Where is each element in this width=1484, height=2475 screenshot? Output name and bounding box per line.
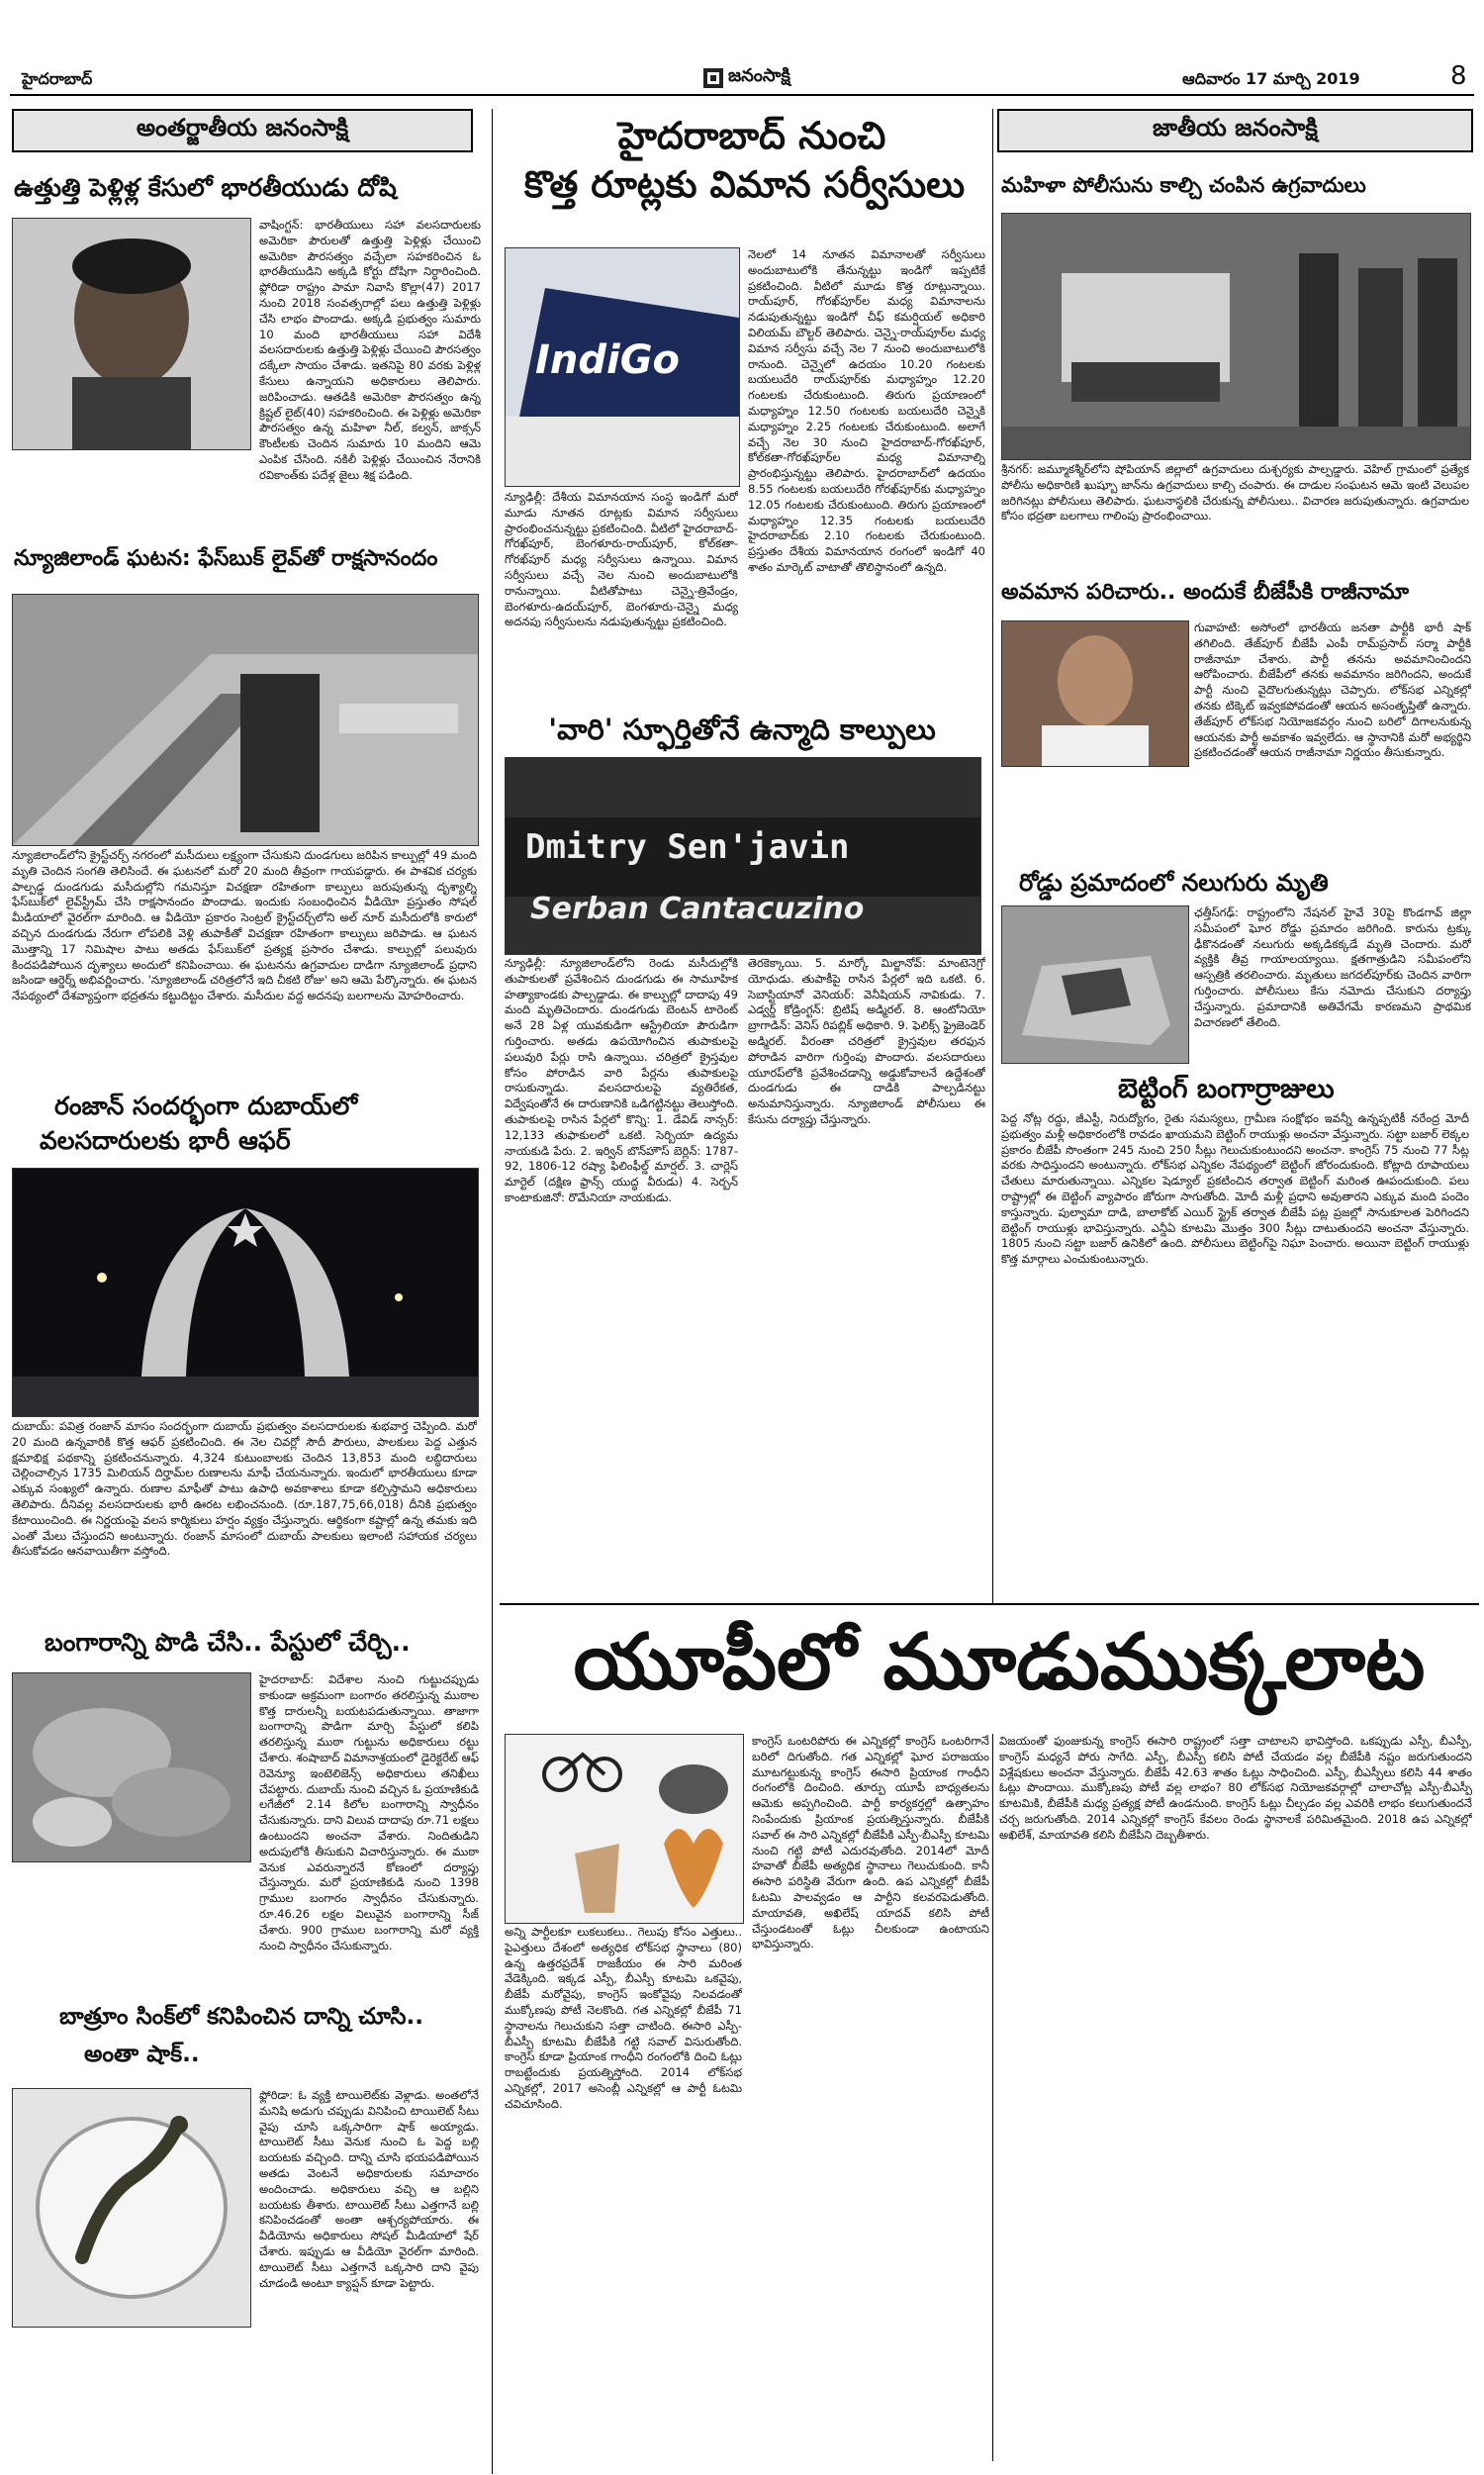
headline-hyd-flights-line2: కొత్త రూట్లకు విమాన సర్వీసులు xyxy=(523,163,966,206)
shooting-body-left: న్యూఢిల్లీ: న్యూజిలాండ్‌లోని రెండు మసీదుల్లోకి తుపాకులతో ప్రవేశించిన దుండగుడు ఈ సామూహిక హత్యాకాండకు పాల్పడ్డాడు. ఈ కాల్పుల్లో దాదాపు 49 మంది మృతిచెందారు. దుండగుడు బెంటన్ టారెంట్ అనే 28 ఏళ్ల యువకుడిగా ఆస్ట్రేలియా పౌరుడిగా గుర్తించారు. అతడు ఉపయోగించిన తుపాకులపై పలువురి పేర్లు రాసి ఉన్నాయి. చరిత్రలో క్రైస్తవుల కోసం పోరాడిన వారి పేర్లను తుపాకులపై రాసుకున్నాడు. వలసదారులపై వ్యతిరేకత, విద్వేషంతోనే ఈ దారుణానికి ఒడిగట్టినట్టు తెలుస్తోంది. తుపాకులపై రాసిన పేర్లలో కొన్ని: 1. డేవిడ్ నాన్సర్: 12,133 తుఫాకులలో ఒకటి. సెర్బియా ఉద్యమ నాయకుడి పేరు. 2. ఇర్విన్ బొన్‌హౌస్ బెర్లిన్: 1787-92, 1806-12 రష్యా ఫిలింఫీల్డ్ మార్షల్. 3. చార్లెస్ మార్టెల్ (దక్షిణ ఫ్రాన్స్ యుద్ధ వీరుడు) 4. సెర్బన్ కాంటాకుజినో: రొమేనియా నాయకుడు. xyxy=(505,956,738,1204)
up-column-divider xyxy=(992,1734,993,2461)
up-body-col2: కాంగ్రెస్ ఒంటరిపోరు ఈ ఎన్నికల్లో కాంగ్రెస్ ఒంటరిగానే బరిలో దిగుతోంది. గత ఎన్నికల్లో ఘోర పరాజయం మూటగట్టుకున్న కాంగ్రెస్ ఈసారి ప్రియాంక గాంధీని రంగంలోకి దించింది. తూర్పు యూపీ బాధ్యతలను ఆమెకు అప్పగించింది. పార్టీ కార్యకర్తల్లో ఉత్సాహం నింపేందుకు ప్రియాంక ప్రయత్నిస్తున్నారు. బీజేపీకి సవాల్ ఈ సారి ఎన్నికల్లో బీజేపీకి ఎస్పీ-బీఎస్పీ కూటమి నుంచి గట్టి పోటీ ఎదురవుతోంది. 2014లో మోదీ హవాతో బీజేపీ అత్యధిక స్థానాలు గెలుచుకుంది. కానీ ఈసారి పరిస్థితి వేరుగా ఉంది. ఉప ఎన్నికల్లో బీజేపీ ఓటమి పాలవ్వడం ఆ పార్టీని కలవరపెడుతోంది. మాయావతి, అఖిలేష్ యాదవ్ కలిసి పోటీ చేస్తుండటంతో ఓట్లు చీలకుండా ఉంటాయని భావిస్తున్నారు. xyxy=(752,1734,989,1951)
inscribed-rifle-photo xyxy=(505,757,981,955)
up-story-top-rule xyxy=(500,1603,1479,1605)
stairs-scene-icon xyxy=(13,595,478,845)
masthead-paper-name: జనంసాక్షి xyxy=(728,65,790,86)
flights-body-right: నెలలో 14 నూతన విమానాలతో సర్వీసులు అందుబాటులోకి తేనున్నట్టు ఇండిగో ఇప్పటికే ప్రకటించింది. వీటిలో మూడు కొత్త రూట్లున్నాయి. రాయ్‌పూర్, గోరఖ్‌పూర్‌ల మధ్య విమానాలను నడుపుతున్నట్టు ఇండిగో చీఫ్ కమర్షియల్ అధికారి విలియమ్ బౌల్టర్ తెలిపారు. చెన్నై-రాయ్‌పూర్‌ల మధ్య విమాన సర్వీసు వచ్చే నెల 7 నుంచి అందుబాటులోకి రానుంది. చెన్నైలో ఉదయం 10.20 గంటలకు బయలుదేరి రాయ్‌పూర్‌కు మధ్యాహ్నం 12.20 గంటలకు చేరుకుంటుంది. తిరుగు ప్రయాణంలో మధ్యాహ్నం 12.50 గంటలకు బయలుదేరి చెన్నైకి మధ్యాహ్నం 2.25 గంటలకు చేరుకుంటుంది. అలాగే వచ్చే నెల 30 నుంచి హైదరాబాద్-గోరఖ్‌పూర్, కోల్‌కతా-గోరఖ్‌పూర్‌ల మధ్య విమానాల్ని ప్రారంభిస్తున్నట్టు తెలిపారు. హైదరాబాద్‌లో ఉదయం 8.55 గంటలకు బయలుదేరి గోరఖ్‌పూర్‌కు మధ్యాహ్నం 12.05 గంటలకు చేరుకుంటుంది. తిరుగు ప్రయాణంలో మధ్యాహ్నం 12.35 గంటలకు బయలుదేరి హైదరాబాద్‌కు 2.10 గంటలకు చేరుకుంటుంది. ప్రస్తుతం దేశీయ విమానయాన రంగంలో ఇండిగో 40 శాతం మార్కెట్ వాటాతో తొలిస్థానంలో ఉన్నది. xyxy=(748,247,985,574)
masthead-logo xyxy=(702,65,790,90)
subheadline-shock: అంతా షాక్.. xyxy=(84,2042,200,2067)
lizard-body: ఫ్లోరిడా: ఓ వ్యక్తి టాయిలెట్‌కు వెళ్లాడు. అంతలోనే మనిషి అడుగు చప్పుడు వినిపించి టాయిలెట్ సీటు వైపు చూసి ఒక్కసారిగా షాక్ అయ్యాడు. టాయిలెట్ సీటు వెనుక నుంచి ఓ పెద్ద బల్లి బయటకు వచ్చింది. దాన్ని చూసి భయపడిపోయిన అతడు వెంటనే అధికారులకు సమాచారం అందించాడు. అధికారులు వచ్చి ఆ బల్లిని బయటకు తీశారు. టాయిలెట్ సీటు ఎత్తగానే బల్లి కనిపించడంతో అంతా ఆశ్చర్యపోయారు. ఈ వీడియోను అధికారులు సోషల్ మీడియాలో షేర్ చేశారు. ఇప్పుడు ఆ వీడియో వైరల్‌గా మారింది. టాయిలెట్ సీటు ఎత్తగానే ఒక్కసారి దాని వైపు చూడండి అంటూ క్యాప్షన్ కూడా పెట్టారు. xyxy=(259,2088,479,2290)
up-body-col1: అన్ని పార్టీలకూ లుకలుకలు.. గెలుపు కోసం ఎత్తులు.. పైఎత్తులు దేశంలో అత్యధిక లోక్‌సభ స్థానాలు (80) ఉన్న ఉత్తరప్రదేశ్ రాజకీయం ఈ సారి మరింత వేడెక్కింది. ఇక్కడ ఎస్పీ, బీఎస్పీ కూటమి ఒకవైపు, బీజేపీ మరోవైపు, కాంగ్రెస్ ఇంకోవైపు నిలవడంతో ముక్కోణపు పోటీ నెలకొంది. గత ఎన్నికల్లో బీజేపీ 71 స్థానాలను గెలుచుకుని సత్తా చాటింది. ఈసారి ఎస్పీ-బీఎస్పీ కూటమి బీజేపీకి గట్టి సవాల్ విసురుతోంది. కాంగ్రెస్ కూడా ప్రియాంక గాంధీని రంగంలోకి దించి ఓట్లు రాబట్టేందుకు ప్రయత్నిస్తోంది. 2014 లోక్‌సభ ఎన్నికల్లో, 2017 అసెంబ్లీ ఎన్నికల్లో ఆ పార్టీ ఓటమి చవిచూసింది. xyxy=(505,1925,742,2111)
headline-bjp-resignation: అవమాన పరిచారు.. అందుకే బీజేపీకి రాజీనామా xyxy=(1001,580,1410,605)
logo-emblem-icon xyxy=(702,67,724,89)
soldiers-scene-icon xyxy=(1002,214,1470,459)
bjp-resignation-body: గువాహటి: అసోంలో భారతీయ జనతా పార్టీకి భారీ షాక్ తగిలింది. తేజ్‌పూర్ బీజేపీ ఎంపీ రామ్‌ప్రసాద్ సర్మా పార్టీకి రాజీనామా చేశారు. పార్టీ తనను అవమానించిందని ఆరోపించారు. బీజేపీలో తనకు అవమానం జరిగిందని, అందుకే పార్టీ నుంచి వైదొలగుతున్నట్లు చెప్పారు. లోక్‌సభ ఎన్నికల్లో తనకు టిక్కెట్ ఇవ్వకపోవడంతో ఆయన అసంతృప్తితో ఉన్నారు. తేజ్‌పూర్ లోక్‌సభ నియోజకవర్గం నుంచి బరిలో దిగాలనుకున్న ఆయనకు పార్టీ అవకాశం ఇవ్వలేదు. ఆ స్థానానికి మరో అభ్యర్థిని ప్రకటించడంతో ఆయన రాజీనామా నిర్ణయం తీసుకున్నారు. xyxy=(1194,620,1471,760)
politician-portrait-icon xyxy=(1002,621,1188,766)
headline-fake-marriages: ఉత్తుత్తి పెళ్లిళ్ల కేసులో భారతీయుడు దోషి xyxy=(14,173,397,202)
headline-up-three-way: యూపీలో మూడుముక్కలాట xyxy=(573,1618,1426,1707)
headline-gold-paste: బంగారాన్ని పొడి చేసి.. పేస్టులో చేర్చి.. xyxy=(45,1628,411,1657)
accident-car-photo xyxy=(1001,905,1189,1064)
mugshot-photo xyxy=(12,218,251,450)
rifle-inscription-2: Serban Cantacuzino xyxy=(530,892,865,926)
wrecked-car-icon xyxy=(1002,906,1188,1063)
headline-betting: బెట్టింగ్ బంగార్రాజులు xyxy=(1118,1074,1335,1104)
headline-road-accident: రోడ్డు ప్రమాదంలో నలుగురు మృతి xyxy=(1019,869,1329,897)
flights-body-left: న్యూఢిల్లీ: దేశీయ విమానయాన సంస్థ ఇండిగో మరో మూడు నూతన రూట్లకు విమాన సర్వీసులు ప్రారంభించనున్నట్టు ప్రకటించింది. వీటిలో హైదరాబాద్-గోరఖ్‌పూర్, బెంగళూరు-రాయ్‌పూర్, కోల్‌కతా-గోరఖ్‌పూర్ మధ్య సర్వీసులు ఉన్నాయి. విమాన సర్వీసులు వచ్చే నెల నుంచి అందుబాటులోకి రానున్నాయి. వీటితోపాటు చెన్నై-త్రివేండ్రం, బెంగళూరు-ఉదయ్‌పూర్, బెంగళూరు-చెన్నై మధ్య అదనపు సర్వీసులను నడుపుతున్నట్టు ప్రకటించింది. xyxy=(505,490,738,629)
up-body-col3: విజయంతో ఫుంజుకున్న కాంగ్రెస్ ఈసారి రాష్ట్రంలో సత్తా చాటాలని భావిస్తోంది. ఒకప్పుడు ఎస్పీ, బీఎస్పీ, కాంగ్రెస్ మధ్యనే పోరు సాగేది. ఎస్పీ, బీఎస్పీ కలిసి పోటీ చేయడం వల్ల బీజేపీకి నష్టం జరుగుతుందని విశ్లేషకులు అంచనా వేస్తున్నారు. బీజేపీ 42.63 శాతం ఓట్లు సాధించింది. ఎస్పీ, బీఎస్పీలు కలిసి 44 శాతం ఓట్లు పొందాయి. ముక్కోణపు పోటీ వల్ల లాభం? 80 లోక్‌సభ నియోజకవర్గాల్లో చాలాచోట్ల ఎస్పీ-బీఎస్పీ కూటమికి, బీజేపీకి మధ్య ప్రత్యక్ష పోటీ ఉండనుంది. కాంగ్రెస్ ఓట్లు చీల్చడం వల్ల ఎవరికి లాభం కలుగుతుందనే చర్చ జరుగుతోంది. 2014 ఎన్నికల్లో కాంగ్రెస్ కేవలం రెండు స్థానాలకే పరిమితమైంది. 2018 ఉప ఎన్నికల్లో అఖిలేశ్, మాయావతి కలిసి బీజేపీని దెబ్బతీశారు. xyxy=(999,1734,1472,1842)
rifle-inscription-1: Dmitry Sen'javin xyxy=(525,827,850,867)
headline-inspired-shooting: 'వారి' స్ఫూర్తితోనే ఉన్మాది కాల్పులు xyxy=(548,713,936,746)
crescent-arch-icon xyxy=(13,1169,478,1416)
column-divider-left xyxy=(492,109,493,2474)
indigo-aircraft-photo xyxy=(505,247,740,487)
party-symbols-collage xyxy=(505,1734,744,1924)
road-accident-body: ఛత్తీస్‌గఢ్: రాష్ట్రంలోని నేషనల్ హైవే 30పై కొండగావ్ జిల్లా సమీపంలో ఘోర రోడ్డు ప్రమాదం జరిగింది. కారును ట్రక్కు ఢీకొనడంతో నలుగురు అక్కడికక్కడే మృతి చెందారు. మరో వ్యక్తికి తీవ్ర గాయాలయ్యాయి. క్షతగాత్రుడిని సమీపంలోని ఆస్పత్రికి తరలించారు. మృతులు జగదల్‌పూర్‌కు చెందిన వారిగా గుర్తించారు. పోలీసులు కేసు నమోదు చేసుకుని దర్యాప్తు చేస్తున్నారు. ప్రమాదానికి అతివేగమే కారణమని ప్రాథమిక విచారణలో తేలింది. xyxy=(1194,905,1471,1029)
soldiers-photo xyxy=(1001,213,1471,460)
nz-body: న్యూజిలాండ్‌లోని క్రైస్ట్‌చర్చ్ నగరంలో మసీదులు లక్ష్యంగా చేసుకుని దుండగులు జరిపిన కాల్పుల్లో 49 మంది మృతి చెందిన సంగతి తెలిసిందే. ఈ ఘటనలో మరో 20 మంది తీవ్రంగా గాయపడ్డారు. ఈ పాశవిక చర్యకు పాల్పడ్డ దుండగుడు మసీదుల్లోని గమనిస్తూ విచక్షణా రహితంగా కాల్పులు జరుపుతున్న దృశ్యాల్ని ఫేస్‌బుక్‌లో లైవ్‌స్ట్రీమ్ చేసి రాక్షసానందం పొందాడు. ఇందుకు సంబంధించిన వీడియో ప్రస్తుతం సోషల్ మీడియాలో వైరల్‌గా మారింది. ఆ వీడియో ప్రకారం సెంట్రల్ క్రైస్ట్‌చర్చ్‌లోని అల్ నూర్ మసీదులోకి కారులో వచ్చిన దుండగుడు నేరుగా లోపలికి వెళ్లి తుపాకీతో విచక్షణా రహితంగా కాల్పులు జరిపాడు. ఆ ఘటన మొత్తాన్ని 17 నిమిషాల పాటు అతడు ఫేస్‌బుక్‌లో ప్రత్యక్ష ప్రసారం చేశాడు. కాల్పుల్లో పలువురు కిందపడిపోయిన దృశ్యాలు అందులో కనిపించాయి. ఈ ఘటనను ఉగ్రవాదుల దాడిగా న్యూజిలాండ్ ప్రధాని జసిండా ఆర్డెర్న్ అభివర్ణించారు. 'న్యూజిలాండ్ చరిత్రలోనే ఇది చీకటి రోజు' అని ఆమె పేర్కొన్నారు. ఈ ఘటన నేపథ్యంలో దేశవ్యాప్తంగా భద్రతను కట్టుదిట్టం చేశారు. మసీదుల వద్ద అదనపు బలగాలను మోహరించారు. xyxy=(12,848,477,1003)
headline-nz-facebook-live: న్యూజిలాండ్ ఘటన: ఫేస్‌బుక్ లైవ్‌తో రాక్షసానందం xyxy=(14,546,438,571)
dubai-body: దుబాయ్: పవిత్ర రంజాన్ మాసం సందర్భంగా దుబాయ్ ప్రభుత్వం వలసదారులకు శుభవార్త చెప్పింది. మరో 20 మంది ఉన్నవారికి కొత్త ఆఫర్ ప్రకటించింది. ఈ నెల చివర్లో సౌదీ పౌరులు, పాలకులు పెద్ద ఎత్తున క్షమాభిక్ష పథకాన్ని ప్రకటించనున్నారు. 4,324 కుటుంబాలకు చెందిన 13,853 మంది లబ్ధిదారులు చెల్లించాల్సిన 1735 మిలియన్ దిర్హామ్‌ల రుణాలను మాఫీ చేయనున్నారు. ఇందులో భారతీయులు కూడా ఎక్కువ సంఖ్యలో ఉన్నారు. రుణాల మాఫీతో పాటు ఉపాధి అవకాశాలు కూడా కల్పిస్తామని అధికారులు తెలిపారు. దీనివల్ల వలసదారులకు భారీ ఊరట లభించనుంది. (రూ.187,75,66,018) దీనికి ప్రభుత్వం కేటాయించింది. ఈ నిర్ణయంపై వలస కార్మికులు హర్షం వ్యక్తం చేస్తున్నారు. ఆర్థికంగా కష్టాల్లో ఉన్న తమకు ఇది ఎంతో మేలు చేస్తుందని అంటున్నారు. రంజాన్ మాసంలో దుబాయ్ పాలకులు ఇలాంటి సహాయక చర్యలు తీసుకోవడం ఆనవాయితీగా వస్తోంది. xyxy=(12,1419,477,1559)
dubai-night-photo xyxy=(12,1168,479,1417)
party-symbols-icon xyxy=(506,1735,743,1923)
politician-photo xyxy=(1001,620,1189,767)
column-divider-right xyxy=(992,109,993,1603)
woman-police-body: శ్రీనగర్: జమ్మూకశ్మీర్‌లోని షోపియాన్ జిల్లాలో ఉగ్రవాదులు దుశ్చర్యకు పాల్పడ్డారు. వెహిల్ గ్రామంలో ప్రత్యేక పోలీసు అధికారిణి ఖుష్బూ జాన్‌ను ఉగ్రవాదులు కాల్చి చంపారు. ఈ దాడుల సంఘటన ఆమె ఇంటి వెలుపల జరిగినట్లు పోలీసులు తెలిపారు. ఘటనాస్థలికి చేరుకున్న పోలీసులు.. విచారణ జరుపుతున్నారు. ఉగ్రవాదుల కోసం భద్రతా బలగాలు గాలింపు ప్రారంభించాయి. xyxy=(1001,462,1469,524)
indigo-logo-text: IndiGo xyxy=(535,337,681,383)
betting-body: పెద్ద నోట్ల రద్దు, జీఎస్టీ, నిరుద్యోగం, రైతు సమస్యలు, గ్రామీణ సంక్షోభం ఇవన్నీ ఉన్నప్పటికీ నరేంద్ర మోదీ ప్రభుత్వం మళ్లీ అధికారంలోకి రావడం ఖాయమని బెట్టింగ్ రాయుళ్లు అంచనా వేస్తున్నారు. సట్టా బజార్ లెక్కల ప్రకారం బీజేపీ సొంతంగా 245 నుంచి 250 సీట్లు గెలుచుకుంటుందని అంచనా. కాంగ్రెస్ 75 నుంచి 77 సీట్ల వరకు సాధిస్తుందని అంటున్నారు. లోక్‌సభ ఎన్నికల నేపథ్యంలో బెట్టింగ్ జోరందుకుంది. కోట్లాది రూపాయలు చేతులు మారుతున్నాయి. ఎన్నికల షెడ్యూల్ ప్రకటించిన తర్వాత బెట్టింగ్ మరింత ఊపందుకుంది. పలు రాష్ట్రాల్లో ఈ బెట్టింగ్ వ్యాపారం జోరుగా సాగుతోంది. మోదీ మళ్లీ ప్రధాని అవుతారని ఎక్కువ మంది పందెం కాస్తున్నారు. పుల్వామా దాడి, బాలాకోట్ ఎయిర్ స్ట్రైక్ తర్వాత బీజేపీ పట్ల ప్రజల్లో సానుకూలత పెరిగిందని బెట్టింగ్ రాయుళ్లు భావిస్తున్నారు. ఎన్డీఏ కూటమి మొత్తం 300 సీట్లు దాటుతుందని అంచనా వేస్తున్నారు. 1805 నుంచి సట్టా బజార్ ఉనికిలో ఉంది. పోలీసులు బెట్టింగ్‌పై నిఘా పెంచారు. అయినా బెట్టింగ్ రాయుళ్లు కొత్త మార్గాలు ఎంచుకుంటున్నారు. xyxy=(1001,1111,1469,1267)
lizard-sink-photo xyxy=(12,2088,251,2328)
gold-powder-photo xyxy=(12,1672,251,1862)
person-portrait-icon xyxy=(13,219,250,449)
masthead-rule xyxy=(10,94,1474,96)
headline-hyd-flights-line1: హైదరాబాద్ నుంచి xyxy=(617,114,886,157)
headline-dubai-line2: వలసదారులకు భారీ ఆఫర్ xyxy=(40,1126,291,1155)
nz-video-still-photo xyxy=(12,594,479,846)
gold-body: హైదరాబాద్: విదేశాల నుంచి గుట్టుచప్పుడు కాకుండా అక్రమంగా బంగారం తరలిస్తున్న ముఠాల కొత్త దారులన్నీ బయటపడుతున్నాయి. తాజాగా బంగారాన్ని పొడిగా మార్చి పేస్టులో కలిపి తరలిస్తున్న ముఠా గుట్టును అధికారులు రట్టు చేశారు. శంషాబాద్ విమానాశ్రయంలో డైరెక్టరేట్ ఆఫ్ రెవెన్యూ ఇంటెలిజెన్స్ అధికారులు తనిఖీలు చేపట్టారు. దుబాయ్ నుంచి వచ్చిన ఓ ప్రయాణికుడి లగేజీలో 2.14 కిలోల బంగారాన్ని స్వాధీనం చేసుకున్నారు. దాని విలువ దాదాపు రూ.71 లక్షలు ఉంటుందని అంచనా వేశారు. నిందితుడిని అదుపులోకి తీసుకుని విచారిస్తున్నారు. ఈ ముఠా వెనుక ఎవరున్నారనే కోణంలో దర్యాప్తు చేస్తున్నారు. మరో ప్రయాణికుడి నుంచి 1398 గ్రాముల బంగారం స్వాధీనం చేసుకున్నారు. రూ.46.26 లక్షల విలువైన బంగారాన్ని సీజ్ చేశారు. 900 గ్రాముల బంగారాన్ని మరో వ్యక్తి నుంచి స్వాధీనం చేసుకున్నారు. xyxy=(259,1672,479,1952)
masthead-date: ఆదివారం 17 మార్చి 2019 xyxy=(1182,69,1360,88)
fake-marriages-body: వాషింగ్టన్: భారతీయులు సహా వలసదారులకు అమెరికా పౌరులతో ఉత్తుత్తి పెళ్లిళ్లు చేయించి అమెరికా పౌరసత్వం వచ్చేలా సహకరించిన ఓ భారతీయుడిని అక్కడి కోర్టు దోషిగా నిర్ధారించింది. ఫ్లోరిడా రాష్ట్రం పామా నివాసి కొల్లా(47) 2017 నుంచి 2018 సంవత్సరాల్లో పలు ఉత్తుత్తి పెళ్లిళ్లు చేసి లాభం పొందాడు. అక్కడి ప్రభుత్వం సుమారు 10 మంది భారతీయులు సహా విదేశీ వలసదారులకు ఉత్తుత్తి పెళ్లిళ్లు చేయించి పౌరసత్వం దక్కేలా సాయం చేశాడు. ఇతనిపై 80 వరకు పెళ్లిళ్ల కేసులు ఉన్నాయని అధికారులు తెలిపారు. జరిపించాడు. ఆతడికి అమెరికా పౌరసత్వం ఉన్న క్రిష్టల్ లైట్(40) సహకరించింది. ఈ పెళ్లిళ్లు అమెరికా పౌరసత్వం ఉన్న మహిళా నీల్, కల్వన్, జాక్సన్ కౌంటీలకు చెందిన సుమారు 10 మందిని ఆమె ఎంపిక చేసింది. నకిలీ పెళ్లిళ్లు చేయించిన నేరానికి రవికాంత్‌కు పదేళ్ల జైలు శిక్ష పడింది. xyxy=(259,218,481,482)
masthead xyxy=(0,0,1484,89)
masthead-city: హైదరాబాద్ xyxy=(22,69,93,88)
headline-bathroom-sink: బాత్రూం సింక్‌లో కనిపించిన దాన్ని చూసి.. xyxy=(59,2004,423,2030)
gold-powder-icon xyxy=(13,1673,250,1861)
lizard-icon xyxy=(13,2089,250,2327)
section-header-national: జాతీయ జనంసాక్షి xyxy=(997,109,1473,152)
headline-woman-police-killed: మహిళా పోలీసును కాల్చి చంపిన ఉగ్రవాదులు xyxy=(1001,173,1366,197)
headline-dubai-line1: రంజాన్ సందర్భంగా దుబాయ్‌లో xyxy=(54,1092,358,1120)
shooting-body-right: తెరకెక్కాయి. 5. మార్కో మిల్జానోవ్: మాంటెనెగ్రో యోధుడు. తుపాకీపై రాసిన పేర్లలో ఇది ఒకటి. 6. సెబాస్టియానో వెనియర్: వెనీషియన్ నావికుడు. 7. ఎడ్వర్డ్ కోడ్రింగ్టన్: బ్రిటిష్ అడ్మిరల్. 8. ఆంటోనియో బ్రాగాడిన్: వెనిస్ రిపబ్లిక్ అధికారి. 9. ఫెలిక్స్ ఫ్రైజెండెర్ అడ్మిరల్. వీరంతా చరిత్రలో క్రైస్తవుల తరఫున పోరాడిన వారిగా గుర్తింపు పొందారు. వలసదారులు యూరప్‌లోకి ప్రవేశించడాన్ని అడ్డుకోవాలనే ఉద్దేశంతో దుండగుడు ఈ దాడికి పాల్పడినట్టు అనుమానిస్తున్నారు. న్యూజిలాండ్ పోలీసులు ఈ కేసును దర్యాప్తు చేస్తున్నారు. xyxy=(748,956,985,1126)
page-number: 8 xyxy=(1450,61,1467,91)
section-header-international: అంతర్జాతీయ జనంసాక్షి xyxy=(12,109,473,152)
